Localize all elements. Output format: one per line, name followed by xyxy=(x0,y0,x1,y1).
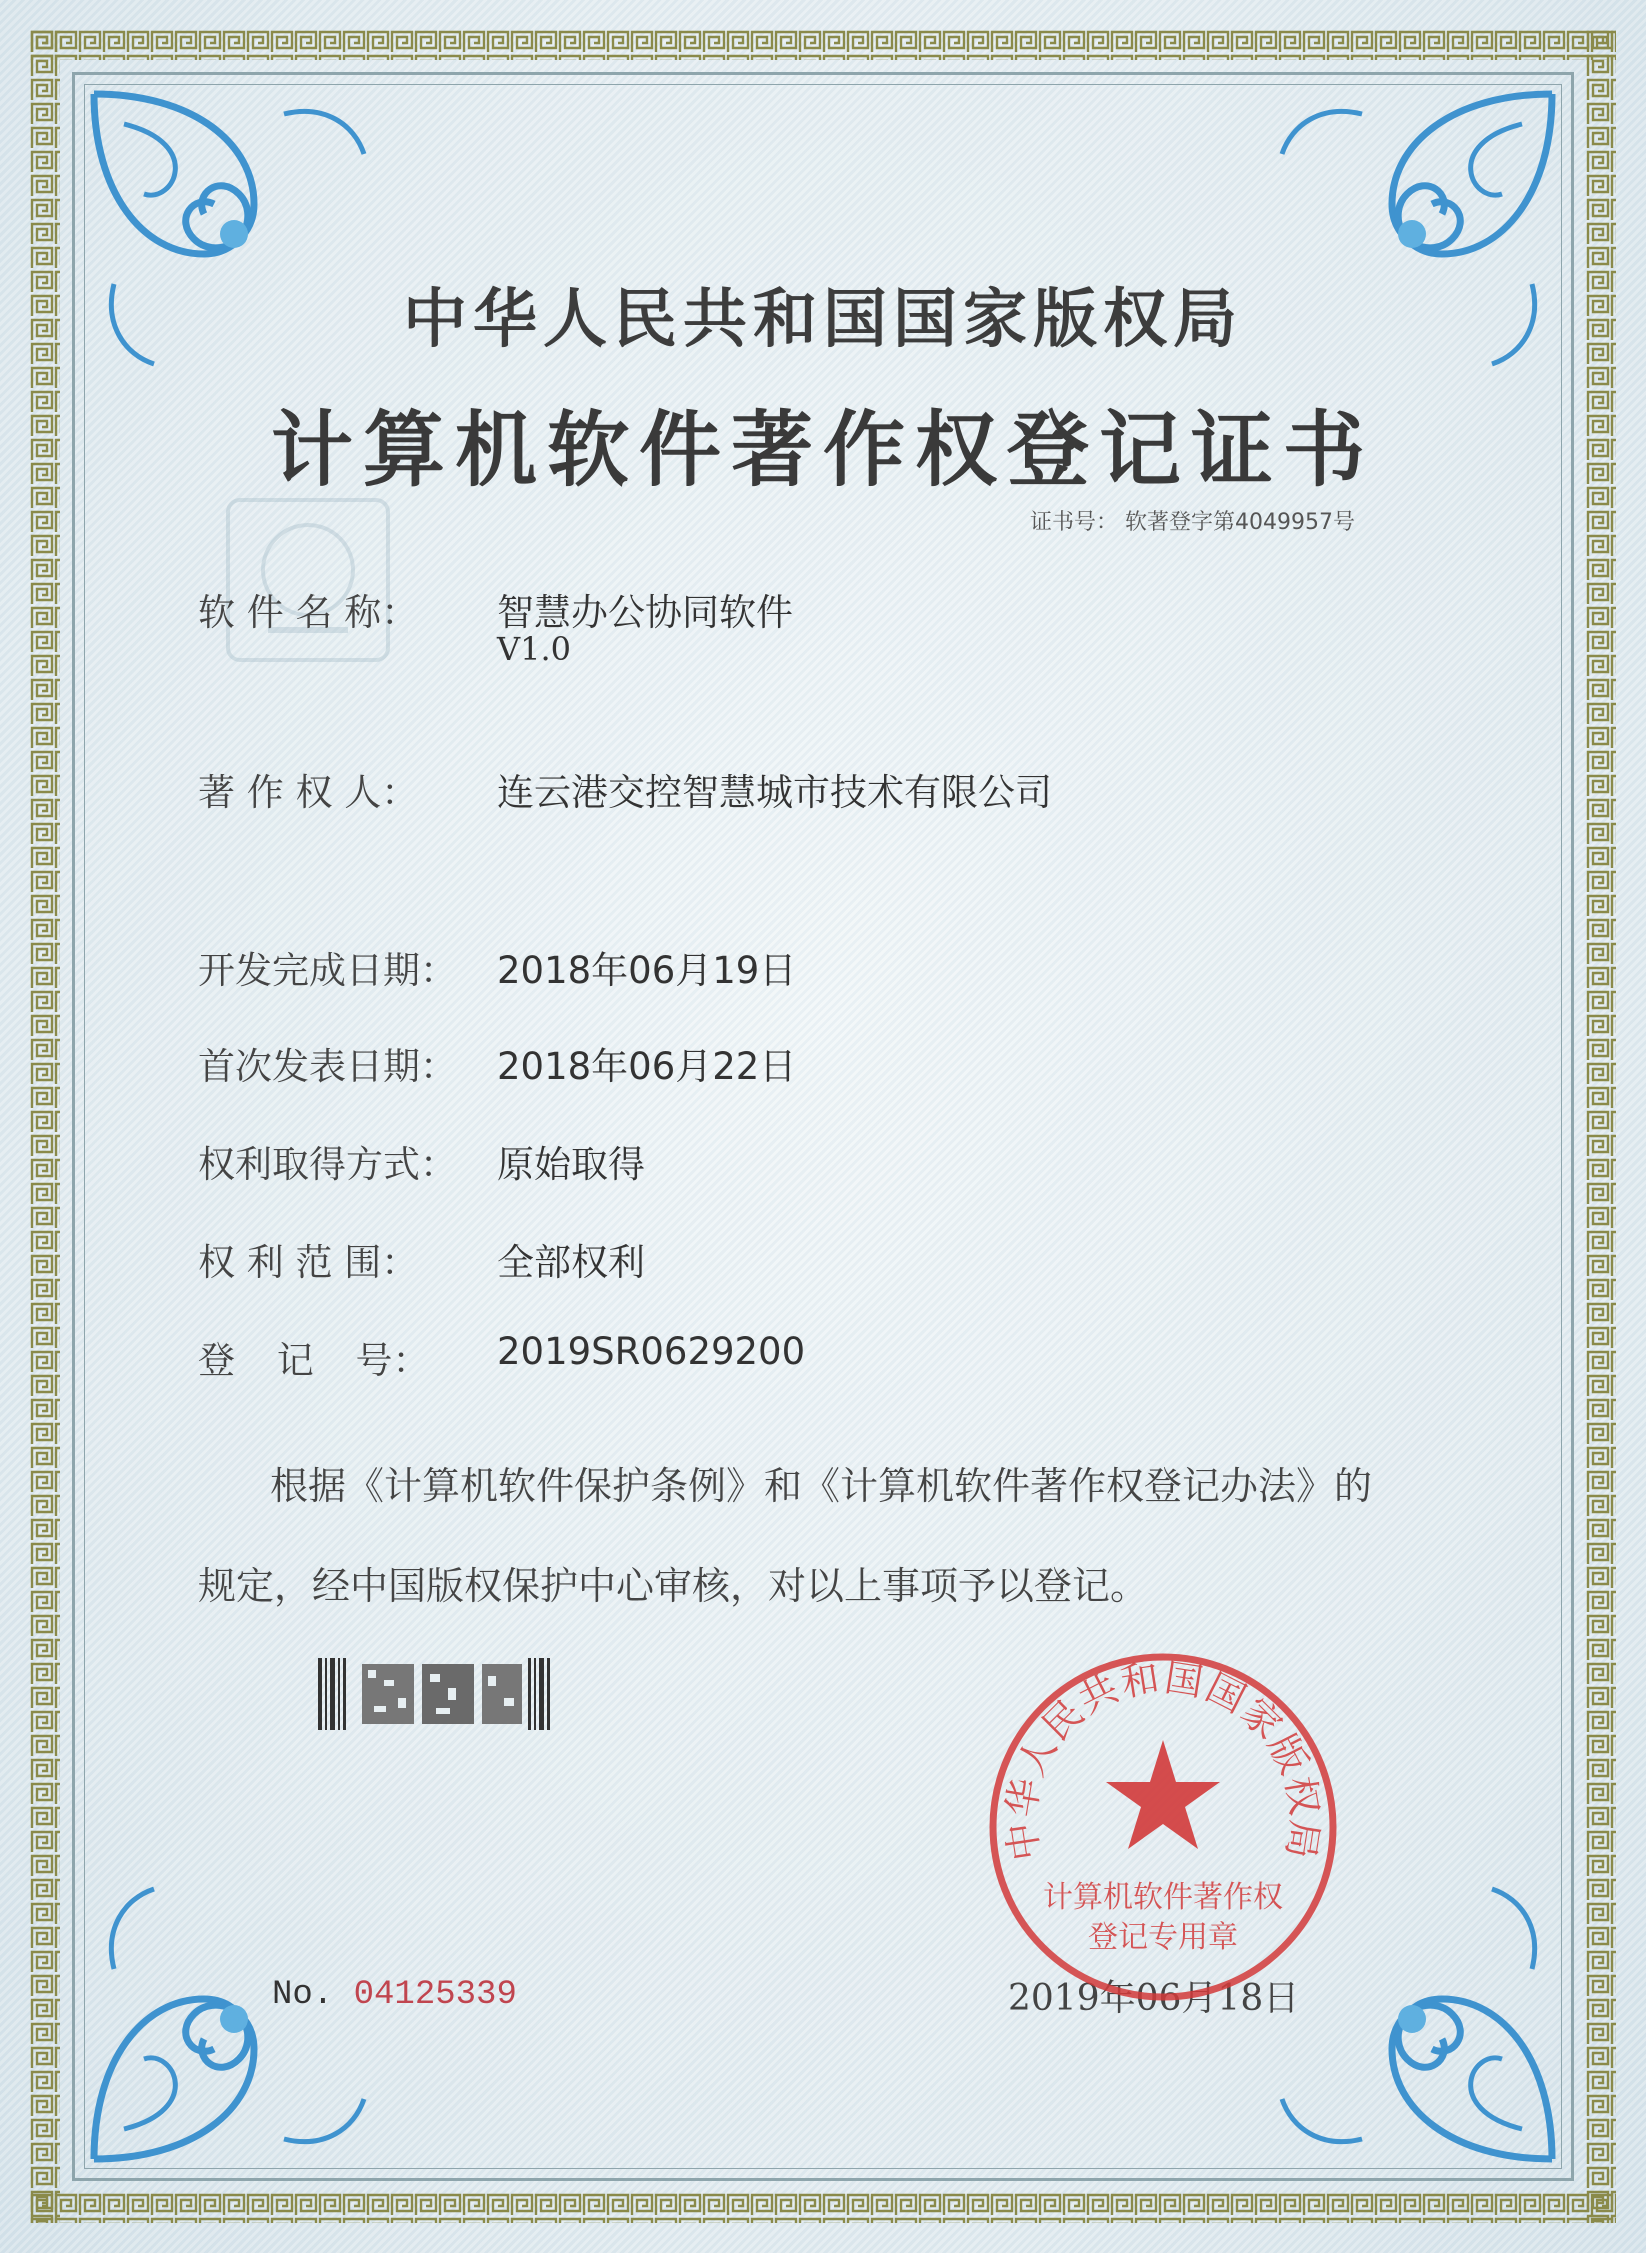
completion-date-label: 开发完成日期： xyxy=(198,949,457,992)
emblem-watermark xyxy=(218,490,398,670)
rights-scope-value: 全部权利 xyxy=(497,1241,645,1284)
issue-date: 2019年06月18日 xyxy=(1008,1978,1300,2019)
serial-prefix: No. xyxy=(272,1976,334,2014)
publication-date-label: 首次发表日期： xyxy=(198,1045,457,1088)
registration-number-label: 登 记 号： xyxy=(198,1339,430,1382)
completion-date-value: 2018年06月19日 xyxy=(497,949,797,992)
publication-date-value: 2018年06月22日 xyxy=(497,1045,797,1088)
certificate-number: 证书号： 软著登字第4049957号 xyxy=(1030,510,1355,535)
svg-text:登记专用章: 登记专用章 xyxy=(1088,1920,1238,1955)
issuer-heading: 中华人民共和国国家版权局 xyxy=(403,283,1243,357)
rights-scope-label: 权 利 范 围： xyxy=(198,1241,419,1284)
corner-ornament-bottom-left xyxy=(84,1869,384,2169)
acquisition-method-label: 权利取得方式： xyxy=(198,1143,457,1186)
inner-frame-bottom xyxy=(72,2178,1574,2181)
serial-number xyxy=(272,1976,517,2014)
statement-line-1: 根据《计算机软件保护条例》和《计算机软件著作权登记办法》的 xyxy=(270,1464,1373,1508)
inner-frame-top xyxy=(72,72,1574,75)
acquisition-method-value: 原始取得 xyxy=(497,1143,645,1186)
official-seal xyxy=(978,1642,1348,2012)
meander-border-bottom xyxy=(30,2193,1616,2223)
copyright-owner-value: 连云港交控智慧城市技术有限公司 xyxy=(497,771,1052,814)
software-name-value: 智慧办公协同软件 xyxy=(497,591,793,634)
registration-number-value: 2019SR0629200 xyxy=(497,1330,806,1373)
serial-value: 04125339 xyxy=(353,1976,517,2014)
svg-text:中华人民共和国国家版权局: 中华人民共和国国家版权局 xyxy=(998,1655,1328,1864)
software-name-label: 软 件 名 称： xyxy=(198,591,419,634)
meander-border-top xyxy=(30,30,1616,60)
barcode xyxy=(318,1658,550,1730)
statement-line-2: 规定，经中国版权保护中心审核，对以上事项予以登记。 xyxy=(198,1564,1149,1608)
software-version: V1.0 xyxy=(497,630,571,668)
certificate-title: 计算机软件著作权登记证书 xyxy=(270,403,1375,498)
copyright-owner-label: 著 作 权 人： xyxy=(198,771,419,814)
svg-text:计算机软件著作权: 计算机软件著作权 xyxy=(1043,1880,1283,1915)
